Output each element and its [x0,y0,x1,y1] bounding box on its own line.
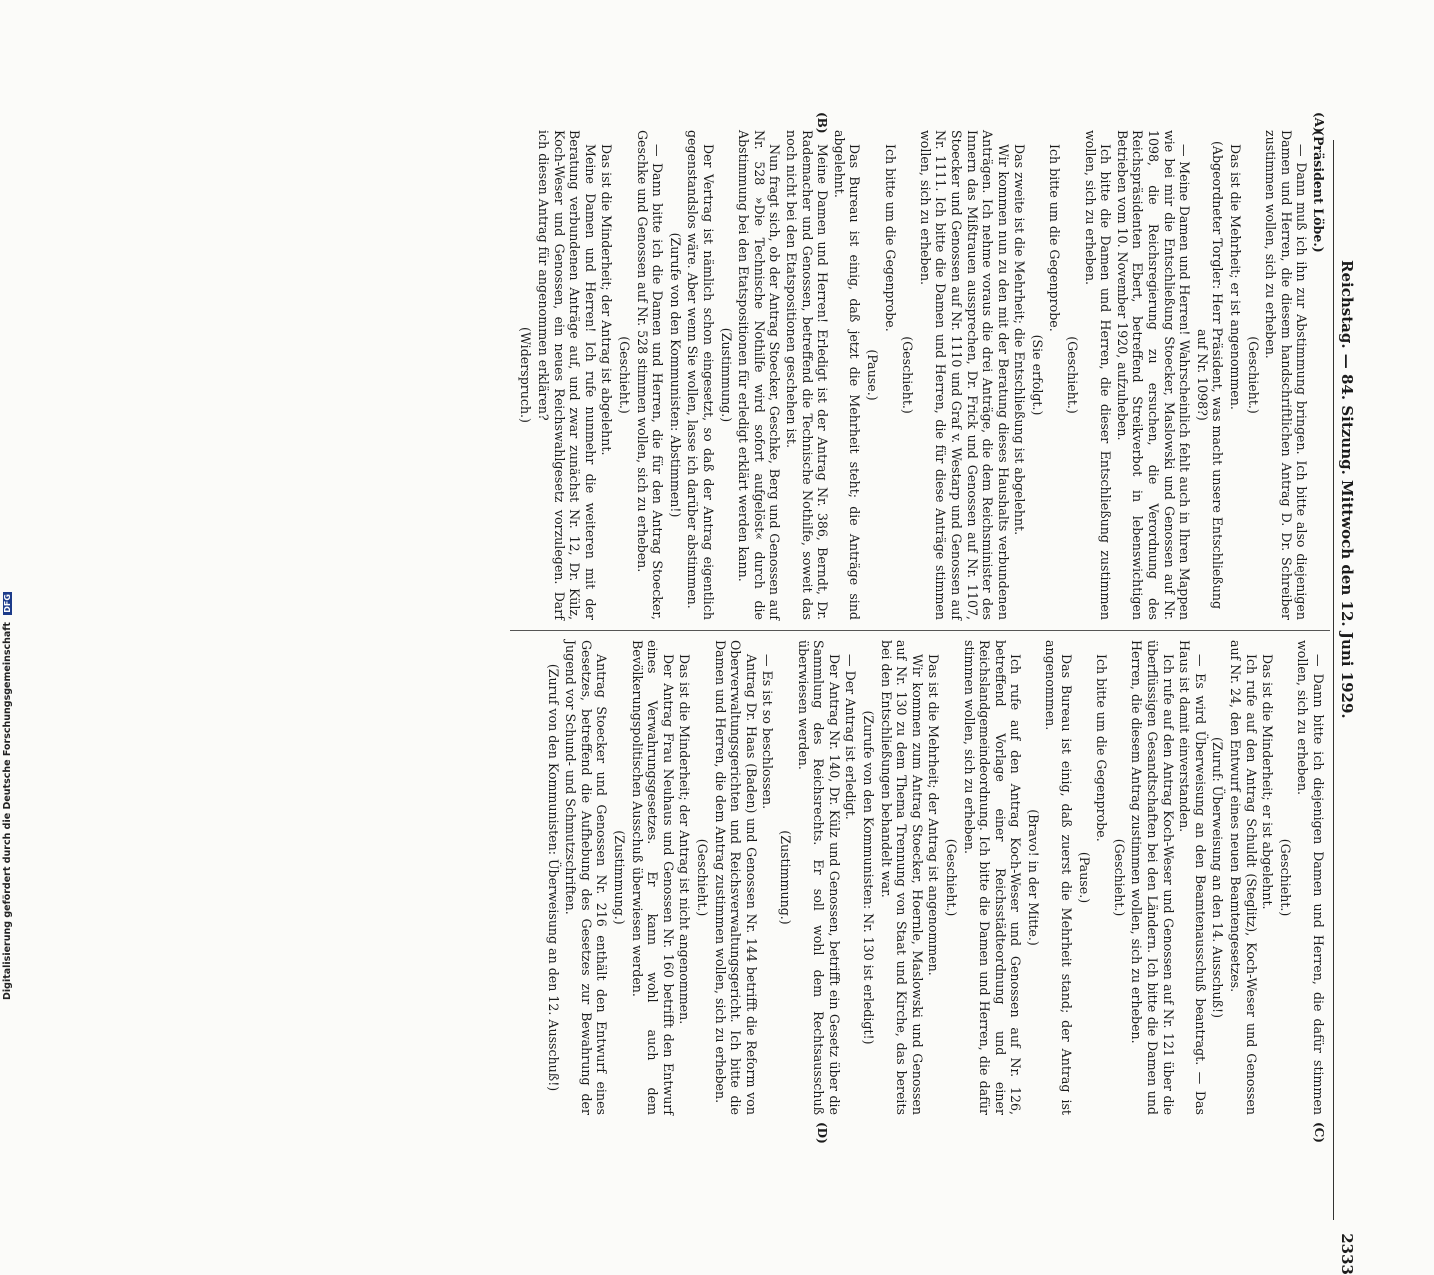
paragraph: — Dann bitte ich diejenigen Damen und Herren, die dafür stimmen wollen, sich zu erheben. [1295,640,1326,1115]
right-column [543,640,1326,1115]
paragraph: — Es wird Überweisung an den Beamtenausschuß beantragt. — Das Haus ist damit einverstanden. [1177,640,1208,1115]
paragraph: Wir kommen zum Antrag Stoecker, Hoernle, Maslowski und Genossen auf Nr. 130 zu dem Thema Trennung von Staat und Kirche, das bereits bei den Entschließungen behandelt war. [878,640,925,1115]
paragraph: Das ist die Mehrheit; der Antrag ist angenommen. [926,654,942,976]
interjection: (Widerspruch.) [518,327,534,423]
interjection: (Zustimmung.) [718,327,734,423]
paragraph: Das ist die Mehrheit; er ist angenommen. [1228,144,1244,410]
paragraph: Antrag Dr. Haas (Baden) und Genossen Nr. 144 betrifft die Reform von Oberverwaltungsgerichten und Reichsverwaltungsgericht. Ich bitte die Damen und Herren, die dem Antrag zustimmen wollen, sich zu erheben. [712,640,759,1115]
margin-marker-d: (D) [815,1122,829,1144]
interjection: (Geschieht.) [1111,838,1127,917]
paragraph: Ich bitte die Damen und Herren, die dieser Entschließung zustimmen wollen, sich zu erheben. [1082,130,1114,620]
paragraph: Meine Damen und Herren! Erledigt ist der Antrag Nr. 386, Berndt, Dr. Rademacher und Genossen, betreffend die Technische Nothilfe, soweit das noch nicht bei den Etatspositionen geschehen ist. [784,130,831,620]
interjection: (Sie erfolgt.) [1029,334,1045,416]
paragraph: — Dann bitte ich die Damen und Herren, die für den Antrag Stoecker, Geschke und Genossen auf Nr. 528 stimmen wollen, sich zu erheben. [634,130,666,620]
paragraph: — Es ist so beschlossen. [760,654,776,810]
left-column [516,130,1326,620]
paragraph: Das ist die Minderheit; der Antrag ist nicht angenommen. [677,654,693,1025]
paragraph: Ich rufe auf den Antrag Schuldt (Steglitz), Koch-Weser und Genossen auf Nr. 24, den Entwurf eines neuen Beamtengesetzes. [1228,640,1259,1115]
margin-marker-c: (C) [1312,1122,1326,1143]
paragraph: Antrag Stoecker und Genossen Nr. 216 enthält den Entwurf eines Gesetzes, betreffend die Aufhebung des Gesetzes zur Bewahrung der Jugend vor Schund- und Schmutzschriften. [563,640,610,1115]
paragraph: Der Antrag Nr. 140, Dr. Külz und Genossen, betrifft ein Gesetz über die Sammlung des Reichsrechts. Er soll wohl dem Rechtsausschuß überwiesen werden. [795,640,842,1115]
column-divider [510,630,1330,631]
margin-marker-a: (A) [1312,112,1326,133]
page-number: 2333 [1338,1233,1356,1275]
interjection: (Geschieht.) [1277,838,1293,917]
paragraph: Der Vertrag ist nämlich schon eingesetzt, so daß der Antrag eigentlich gegenstandslos wäre. Aber wenn Sie wollen, lasse ich darüber abstimmen. [685,130,717,620]
paragraph: — Meine Damen und Herren! Wahrscheinlich fehlt auch in Ihren Mappen wie bei mir die Entschließung Stoecker, Maslowski und Genossen auf Nr. 1098, die Reichsregierung zu ersuchen, die Verordnung des Reichspräsidenten Ebert, betreffend Streikverbot in lebenswichtigen Betrieben vom 10. November 1920, aufzuheben. [1114,130,1193,620]
paragraph: Das zweite ist die Mehrheit; die Entschließung ist abgelehnt. [1012,144,1028,536]
interjection: (Pause.) [1076,851,1092,904]
paragraph: Ich bitte um die Gegenprobe. [1047,144,1063,332]
paragraph: Ich bitte um die Gegenprobe. [1094,654,1110,842]
interjection: (Geschieht.) [900,336,916,414]
interjection: (Zurufe von den Kommunisten: Abstimmen!) [667,232,683,518]
page-header [1333,140,1356,1275]
paragraph: Ich rufe auf den Antrag Koch-Weser und Genossen auf Nr. 126, betreffend Vorlage einer Reichsstädteordnung und einer Reichslandgemeindeordnung. Ich bitte die Damen und Herren, die dafür stimmen wollen, sich zu erheben. [961,640,1024,1115]
interjection: (Bravo! in der Mitte.) [1025,809,1041,946]
interjection: (Geschieht.) [695,838,711,917]
interjection: (Geschieht.) [1245,336,1261,414]
paragraph: Der Antrag Frau Neuhaus und Genossen Nr. 160 betrifft den Entwurf eines Verwahrungsgesetzes. Er kann wohl auch dem Bevölkerungspolitischen Ausschuß überwiesen werden. [629,640,676,1115]
credit-text: Digitalisierung gefördert durch die Deutsche Forschungsgemeinschaft [2,622,13,1000]
interjection: (Abgeordneter Torgler: Herr Präsident, was macht unsere Entschließung auf Nr. 1098?) [1194,140,1226,610]
paragraph: Wir kommen nun zu den mit der Beratung dieses Haushalts verbundenen Anträgen. Ich nehme voraus die drei Anträge, die dem Reichsminister des Innern das Mißtrauen aussprechen, Dr. Frick und Genossen auf Nr. 1107, Stoecker und Genossen auf Nr. 1110 und Graf v. Westarp und Genossen auf Nr. 1111. Ich bitte die Damen und Herren, die für diese Anträge stimmen wollen, sich zu erheben. [917,130,1011,620]
paragraph: Das ist die Minderheit; der Antrag ist abgelehnt. [599,144,615,456]
paragraph: Meine Damen und Herren! Ich rufe nunmehr die weiteren mit der Beratung verbundenen Anträge auf, und zwar zunächst Nr. 12, Dr. Külz, Koch-Weser und Genossen, ein neues Reichswahlgesetz vorzulegen. Darf ich diesen Antrag für angenommen erklären? [536,130,598,620]
digitization-credit [2,560,18,1000]
paragraph: Ich bitte um die Gegenprobe. [882,144,898,332]
interjection: (Zustimmung.) [612,830,628,925]
paragraph: Das Bureau ist einig, daß jetzt die Mehrheit steht; die Anträge sind abgelehnt. [831,130,863,620]
interjection: (Zuruf: Überweisung an den 14. Ausschuß!) [1210,736,1226,1019]
paragraph: Ich rufe auf den Antrag Koch-Weser und Genossen auf Nr. 121 über die überflüssigen Gesandtschaften bei den Ländern. Ich bitte die Damen und Herren, die diesem Antrag zustimmen wollen, sich zu erheben. [1129,640,1176,1115]
paragraph: — Der Antrag ist erledigt. [843,654,859,820]
paragraph: Das Bureau ist einig, daß zuerst die Mehrheit stand; der Antrag ist angenommen. [1043,640,1075,1115]
page-title: Reichstag. — 84. Sitzung. Mittwoch den 12. Juni 1929. [1338,260,1356,719]
paragraph: — Dann muß ich ihn zur Abstimmung bringen. Ich bitte also diejenigen Damen und Herren, die diesem handschriftlichen Antrag D. Dr. Schreiber zustimmen wollen, sich zu erheben. [1263,130,1310,620]
interjection: (Zustimmung.) [778,830,793,925]
paragraph: Das ist die Minderheit; er ist abgelehnt. [1260,654,1276,910]
paragraph: (Präsident Löbe.) [1311,130,1326,253]
interjection: (Zuruf von den Kommunisten: Überweisung an den 12. Ausschuß!) [545,663,561,1092]
interjection: (Geschieht.) [617,336,633,414]
interjection: (Geschieht.) [943,838,959,917]
interjection: (Geschieht.) [1065,336,1081,414]
paragraph: Nun fragt sich, ob der Antrag Stoecker, Geschke, Berg und Genossen auf Nr. 528 »Die Technische Nothilfe wird sofort aufgelöst« durch die Abstimmung bei den Etatspositionen für erledigt erklärt werden kann. [736,130,783,620]
margin-marker-b: (B) [815,112,829,134]
dfg-logo: DFG [3,594,12,613]
interjection: (Pause.) [864,349,880,401]
interjection: (Zurufe von den Kommunisten: Nr. 130 ist erledigt!) [860,710,876,1045]
